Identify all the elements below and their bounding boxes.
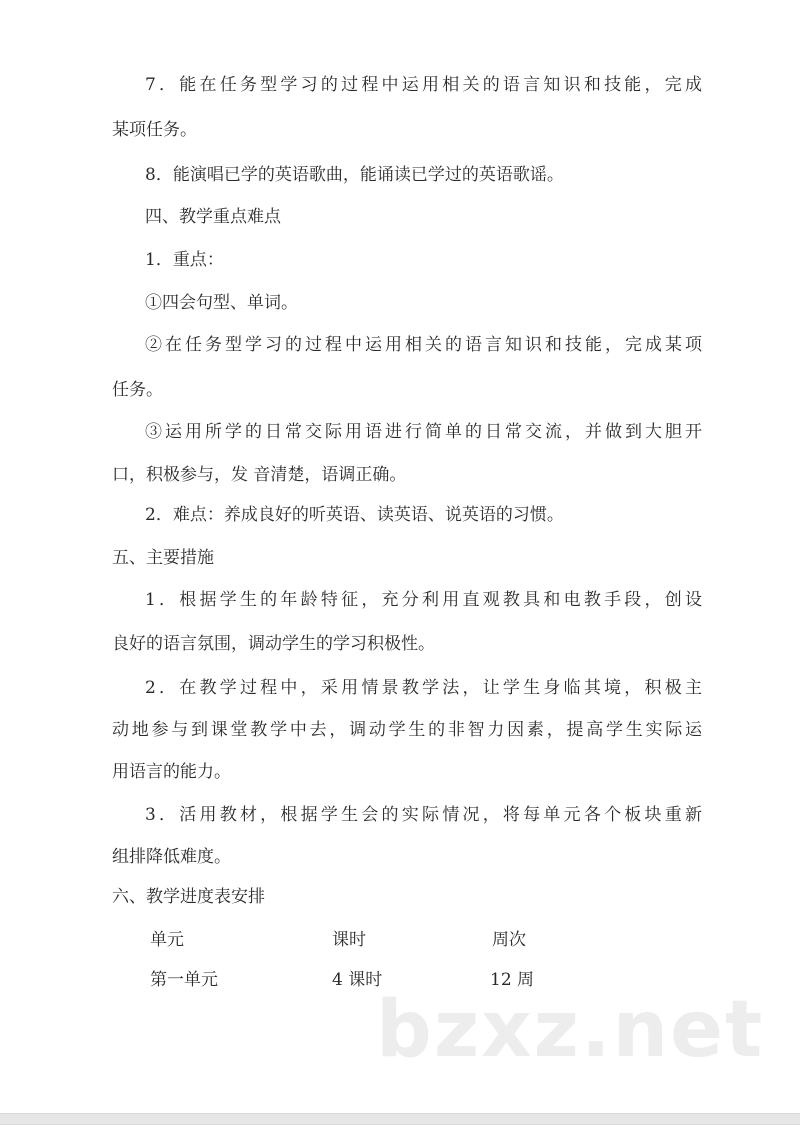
watermark: bzxz.net <box>376 985 765 1075</box>
paragraph-line: 用语言的能力。 <box>112 762 231 782</box>
page-separator <box>0 1113 800 1125</box>
paragraph-line: 任务。 <box>112 380 163 400</box>
paragraph-line: ③运用所学的日常交际用语进行简单的日常交流，并做到大胆开 <box>145 422 702 442</box>
paragraph-line: 某项任务。 <box>112 120 197 140</box>
section-heading: 四、教学重点难点 <box>145 207 281 227</box>
paragraph-line: 2．难点：养成良好的听英语、读英语、说英语的习惯。 <box>145 505 564 525</box>
paragraph-line: 动地参与到课堂教学中去，调动学生的非智力因素，提高学生实际运 <box>112 720 702 740</box>
paragraph-line: 2．在教学过程中，采用情景教学法，让学生身临其境，积极主 <box>145 678 702 698</box>
section-heading: 六、教学进度表安排 <box>112 887 265 907</box>
paragraph-line: ①四会句型、单词。 <box>145 293 298 313</box>
table-cell: 12 周 <box>490 970 535 990</box>
paragraph-line: 7．能在任务型学习的过程中运用相关的语言知识和技能，完成 <box>145 75 702 95</box>
table-header: 周次 <box>492 930 526 950</box>
table-cell: 4 课时 <box>332 970 383 990</box>
paragraph-line: 3．活用教材，根据学生会的实际情况，将每单元各个板块重新 <box>145 805 702 825</box>
paragraph-line: 8．能演唱已学的英语歌曲，能诵读已学过的英语歌谣。 <box>145 165 564 185</box>
table-header: 单元 <box>150 930 184 950</box>
paragraph-line: 良好的语言氛围，调动学生的学习积极性。 <box>112 634 435 654</box>
paragraph-line: 1．根据学生的年龄特征，充分利用直观教具和电教手段，创设 <box>145 590 702 610</box>
section-heading: 五、主要措施 <box>112 548 214 568</box>
table-cell: 第一单元 <box>150 970 218 990</box>
paragraph-line: ②在任务型学习的过程中运用相关的语言知识和技能，完成某项 <box>145 335 702 355</box>
table-header: 课时 <box>332 930 366 950</box>
paragraph-line: 组排降低难度。 <box>112 847 231 867</box>
paragraph-line: 1．重点： <box>145 250 224 270</box>
paragraph-line: 口，积极参与，发 音清楚，语调正确。 <box>112 465 407 485</box>
